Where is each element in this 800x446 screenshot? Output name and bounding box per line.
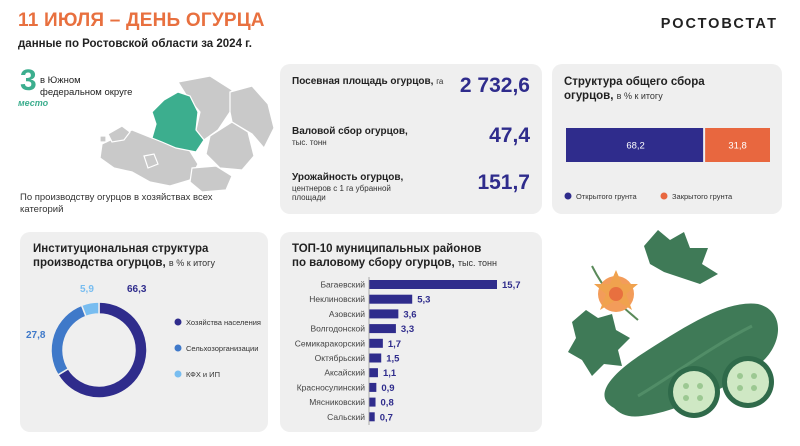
institutional-unit: в % к итогу bbox=[168, 258, 215, 268]
top10-bar bbox=[369, 354, 381, 363]
top10-bar bbox=[369, 295, 412, 304]
flower-icon bbox=[594, 270, 638, 312]
structure-title-line2: огурцов, bbox=[564, 90, 614, 102]
donut-legend-label: Сельхозорганизации bbox=[186, 344, 259, 353]
stat-harvest-label bbox=[292, 125, 424, 147]
top10-bar bbox=[369, 383, 376, 392]
top10-category-label: Красносулинский bbox=[296, 382, 365, 393]
top10-title-line1: ТОП-10 муниципальных районов bbox=[292, 243, 482, 255]
cucumber-illustration bbox=[552, 226, 786, 432]
top10-category-label: Аксайский bbox=[324, 367, 365, 378]
stat-area-title: Посевная площадь огурцов, bbox=[292, 76, 434, 87]
map-region-sevastopol bbox=[100, 136, 106, 142]
rosstat-logo: РОСТОВСТАТ bbox=[660, 16, 778, 32]
top10-value-label: 15,7 bbox=[502, 280, 521, 291]
donut-value-label: 5,9 bbox=[80, 284, 94, 295]
donut-legend-label: Хозяйства населения bbox=[186, 318, 261, 327]
top10-category-label: Сальский bbox=[327, 411, 365, 422]
top10-value-label: 3,6 bbox=[403, 309, 417, 321]
structure-legend-label: Закрытого грунта bbox=[672, 192, 733, 201]
top10-value-label: 3,3 bbox=[400, 324, 415, 336]
donut-value-label: 66,3 bbox=[127, 284, 147, 295]
top10-bar bbox=[369, 309, 398, 318]
top10-value-label: 5,3 bbox=[417, 294, 431, 306]
structure-legend-marker bbox=[661, 193, 668, 200]
structure-bar-value-label: 68,2 bbox=[626, 140, 645, 152]
top10-value-label: 0,8 bbox=[380, 397, 394, 409]
top10-bar bbox=[369, 412, 375, 421]
structure-chart bbox=[552, 64, 782, 214]
map-region-stavropol bbox=[190, 166, 232, 192]
top10-category-label: Азовский bbox=[328, 308, 365, 319]
top10-value-label: 0,7 bbox=[379, 412, 393, 424]
top10-bar bbox=[369, 324, 396, 333]
cucumber-slice-2-icon bbox=[722, 356, 774, 408]
stat-area-value: 2 732,6 bbox=[459, 74, 530, 97]
top10-title-line2: по валовому сбору огурцов, bbox=[292, 257, 455, 269]
top10-bar bbox=[369, 280, 497, 289]
rank-note: По производству огурцов в хозяйствах всех категорий bbox=[20, 192, 213, 215]
top10-category-label: Мясниковский bbox=[309, 397, 365, 408]
page-subtitle: данные по Ростовской области за 2024 г. bbox=[18, 38, 252, 50]
top10-category-label: Багаевский bbox=[320, 279, 365, 290]
top10-value-label: 1,1 bbox=[382, 368, 397, 380]
rank-text-line2: федеральном округе bbox=[40, 87, 133, 98]
top10-unit: тыс. тонн bbox=[457, 258, 497, 268]
rank-mesto-label: место bbox=[18, 98, 49, 108]
stat-yield-value: 151,7 bbox=[477, 171, 530, 194]
stat-harvest-unit: тыс. тонн bbox=[292, 138, 327, 147]
stat-area-unit: га bbox=[436, 77, 444, 86]
institutional-title-line1: Институциональная структура bbox=[33, 243, 209, 255]
stat-yield-title: Урожайность огурцов, bbox=[292, 172, 404, 183]
cucumber-slice-1-icon bbox=[668, 366, 720, 418]
rank-text-line1: в Южном bbox=[40, 75, 81, 86]
institutional-title-line2: производства огурцов, bbox=[33, 257, 166, 269]
leaf-left-icon bbox=[568, 310, 630, 376]
southern-district-map bbox=[92, 72, 290, 196]
top10-bar-chart bbox=[280, 232, 542, 432]
structure-legend-marker bbox=[565, 193, 572, 200]
donut-legend-marker bbox=[175, 345, 182, 352]
stat-harvest-value: 47,4 bbox=[489, 124, 530, 147]
top10-bar bbox=[369, 339, 383, 348]
donut-slice bbox=[51, 305, 86, 375]
rank-number: 3 bbox=[20, 64, 37, 97]
stat-yield-label bbox=[292, 171, 424, 202]
top10-category-label: Волгодонской bbox=[310, 323, 365, 334]
top10-category-label: Неклиновский bbox=[309, 294, 365, 305]
donut-legend-marker bbox=[175, 319, 182, 326]
top10-bar bbox=[369, 368, 378, 377]
stat-yield-unit: центнеров с 1 га убранной площади bbox=[292, 184, 391, 202]
top10-value-label: 1,7 bbox=[387, 338, 402, 350]
top10-value-label: 1,5 bbox=[386, 353, 400, 365]
page-title: 11 ИЮЛЯ – ДЕНЬ ОГУРЦА bbox=[18, 10, 265, 31]
donut-value-label: 27,8 bbox=[26, 330, 46, 341]
structure-title-line1: Структура общего сбора bbox=[564, 76, 705, 88]
leaf-top-icon bbox=[644, 230, 718, 284]
top10-category-label: Октябрьский bbox=[314, 353, 365, 363]
structure-bar-value-label: 31,8 bbox=[728, 140, 747, 152]
structure-unit: в % к итогу bbox=[616, 91, 663, 101]
donut-legend-marker bbox=[175, 371, 182, 378]
donut-legend-label: КФХ и ИП bbox=[186, 370, 220, 379]
top10-bar bbox=[369, 398, 376, 407]
institutional-donut-chart bbox=[20, 232, 268, 432]
top10-category-label: Семикаракорский bbox=[294, 338, 365, 349]
structure-legend-label: Открытого грунта bbox=[576, 192, 637, 201]
top10-value-label: 0,9 bbox=[381, 382, 395, 394]
stat-harvest-title: Валовой сбор огурцов, bbox=[292, 126, 408, 137]
